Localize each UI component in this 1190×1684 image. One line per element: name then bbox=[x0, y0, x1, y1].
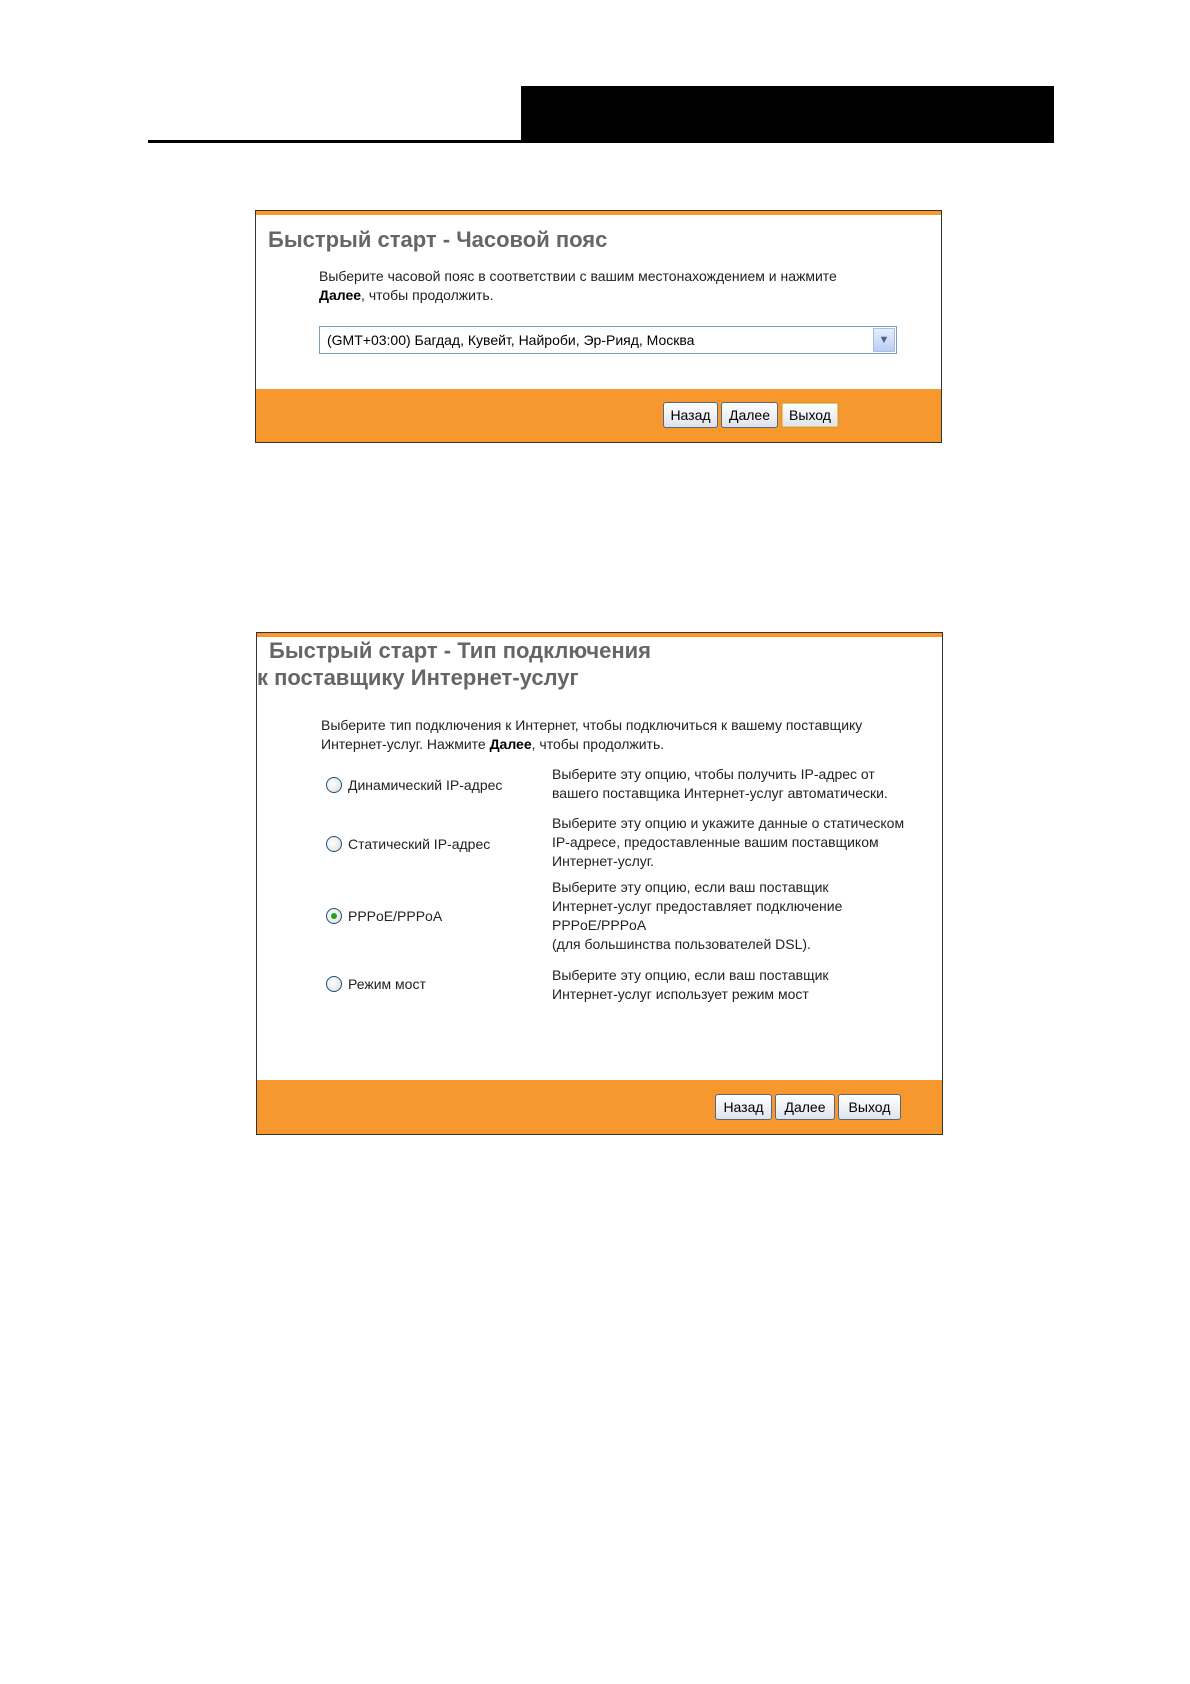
description-bold-next: Далее bbox=[319, 287, 362, 303]
title-line-2: к поставщику Интернет-услуг bbox=[257, 665, 579, 690]
description-bold-next: Далее bbox=[489, 736, 532, 752]
panel-footer bbox=[257, 1080, 942, 1134]
next-button[interactable]: Далее bbox=[775, 1094, 835, 1120]
header-black-block bbox=[521, 86, 1054, 143]
option-label: Динамический IP-адрес bbox=[348, 777, 503, 793]
desc-line: Интернет-услуг предоставляет подключение bbox=[552, 898, 843, 914]
option-pppoe-pppoa-description bbox=[552, 878, 944, 954]
option-pppoe-pppoa[interactable] bbox=[326, 908, 442, 924]
description-rest: , чтобы продолжить. bbox=[531, 736, 665, 752]
description-line: Выберите тип подключения к Интернет, чтобы подключиться к вашему поставщику bbox=[321, 717, 863, 733]
desc-line: Выберите эту опцию, если ваш поставщик bbox=[552, 967, 829, 983]
timezone-selected-value: (GMT+03:00) Багдад, Кувейт, Найроби, Эр-Рияд, Москва bbox=[327, 332, 695, 348]
desc-line: Интернет-услуг использует режим мост bbox=[552, 986, 809, 1002]
panel-top-bar bbox=[256, 211, 941, 215]
panel-footer bbox=[256, 389, 941, 442]
option-label: PPPoE/PPPoA bbox=[348, 908, 443, 924]
timezone-panel-title: Быстрый старт - Часовой пояс bbox=[268, 227, 608, 252]
timezone-select[interactable] bbox=[319, 326, 897, 354]
next-button[interactable]: Далее bbox=[721, 402, 778, 428]
description-rest: , чтобы продолжить. bbox=[361, 287, 494, 303]
desc-line: Выберите эту опцию и укажите данные о статическом bbox=[552, 815, 905, 831]
desc-line: вашего поставщика Интернет-услуг автоматически. bbox=[552, 785, 888, 801]
radio-static-ip[interactable] bbox=[326, 836, 342, 852]
option-label: Режим мост bbox=[348, 976, 426, 992]
connection-panel-title bbox=[257, 637, 651, 691]
title-line-1: Быстрый старт - Тип подключения bbox=[269, 638, 651, 663]
option-static-ip[interactable] bbox=[326, 836, 490, 852]
option-bridge-mode[interactable] bbox=[326, 976, 426, 992]
description-line: Выберите часовой пояс в соответствии с вашим местонахождением и нажмите bbox=[319, 268, 837, 284]
radio-bridge-mode[interactable] bbox=[326, 976, 342, 992]
description-line-pre: Интернет-услуг. Нажмите bbox=[321, 736, 490, 752]
desc-line: IP-адресе, предоставленные вашим поставщиком bbox=[552, 834, 879, 850]
option-label: Статический IP-адрес bbox=[348, 836, 491, 852]
radio-pppoe-pppoa[interactable] bbox=[326, 908, 342, 924]
connection-type-panel bbox=[256, 632, 943, 1135]
option-dynamic-ip-description bbox=[552, 765, 944, 803]
desc-line: (для большинства пользователей DSL). bbox=[552, 936, 811, 952]
desc-line: Выберите эту опцию, чтобы получить IP-адрес от bbox=[552, 766, 875, 782]
option-static-ip-description bbox=[552, 814, 944, 871]
back-button[interactable]: Назад bbox=[663, 402, 718, 428]
desc-line: PPPoE/PPPoA bbox=[552, 917, 647, 933]
chevron-down-icon[interactable]: ▼ bbox=[873, 328, 895, 352]
timezone-panel bbox=[255, 210, 942, 443]
option-bridge-mode-description bbox=[552, 966, 944, 1004]
connection-panel-description bbox=[321, 716, 936, 754]
option-dynamic-ip[interactable] bbox=[326, 777, 502, 793]
timezone-panel-description bbox=[319, 267, 929, 305]
radio-dynamic-ip[interactable] bbox=[326, 777, 342, 793]
desc-line: Интернет-услуг. bbox=[552, 853, 655, 869]
exit-button[interactable]: Выход bbox=[838, 1094, 901, 1120]
exit-button[interactable]: Выход bbox=[781, 402, 839, 428]
desc-line: Выберите эту опцию, если ваш поставщик bbox=[552, 879, 829, 895]
back-button[interactable]: Назад bbox=[715, 1094, 772, 1120]
